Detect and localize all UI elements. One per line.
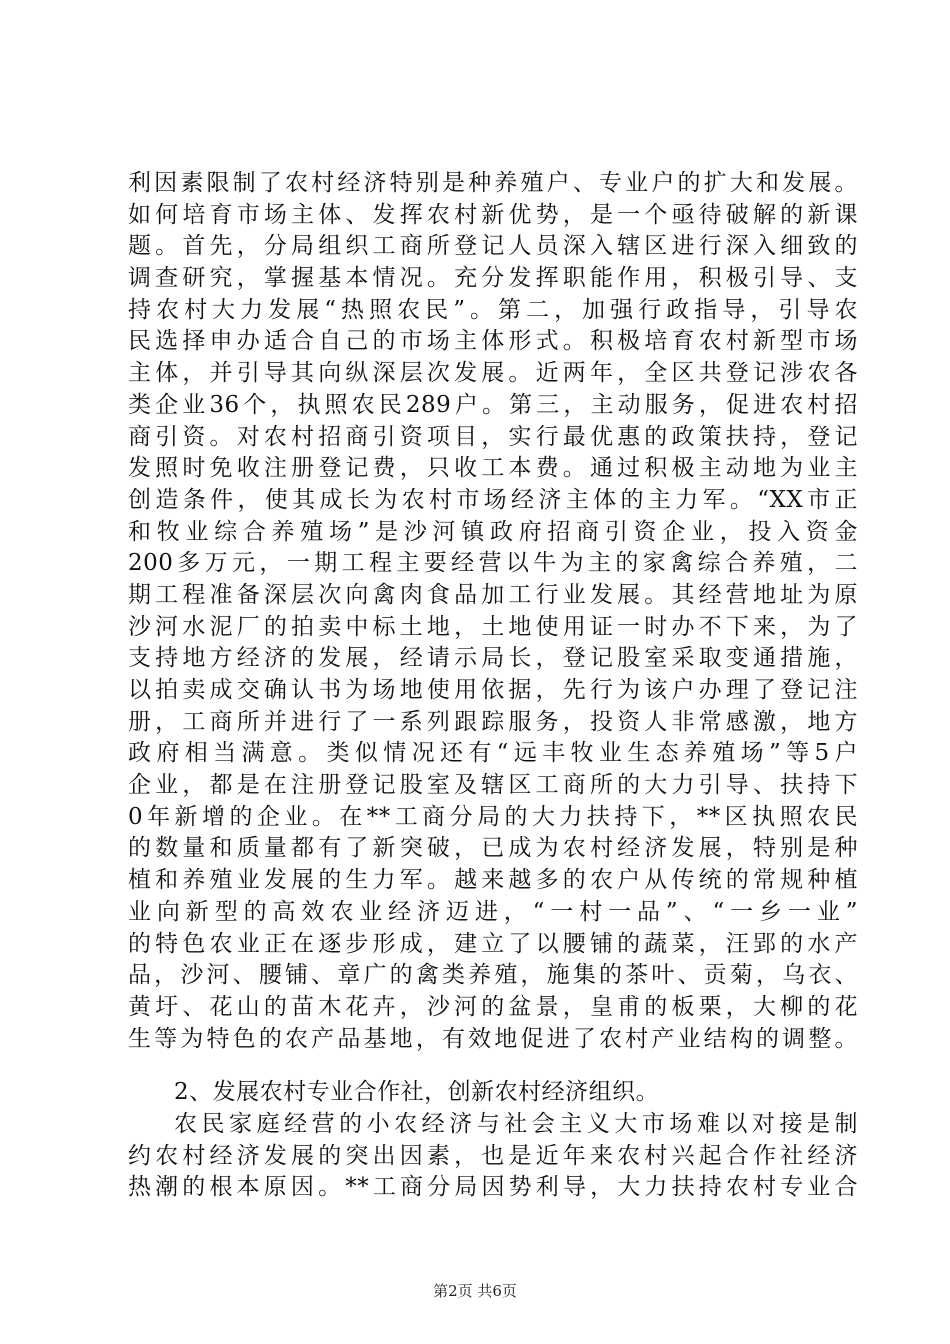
text-line: 生等为特色的农产品基地，有效地促进了农村产业结构的调整。 — [128, 1025, 858, 1052]
text-line: 册，工商所并进行了一系列跟踪服务，投资人非常感激，地方 — [128, 708, 858, 735]
paragraph-gap — [128, 1055, 858, 1077]
text-line: 沙河水泥厂的拍卖中标土地，土地使用证一时办不下来，为了 — [128, 613, 858, 640]
text-line: 利因素限制了农村经济特别是种养殖户、专业户的扩大和发展。 — [128, 170, 858, 196]
text-line: 创造条件，使其成长为农村市场经济主体的主力军。“XX市正 — [128, 486, 858, 513]
text-line: 政府相当满意。类似情况还有“远丰牧业生态养殖场”等5户 — [128, 740, 858, 767]
text-line: 以拍卖成交确认书为场地使用依据，先行为该户办理了登记注 — [128, 677, 858, 703]
text-line: 调查研究，掌握基本情况。充分发挥职能作用，积极引导、支 — [128, 265, 858, 292]
text-line: 期工程准备深层次向禽肉食品加工行业发展。其经营地址为原 — [128, 581, 858, 608]
text-line: 品，沙河、腰铺、章广的禽类养殖，施集的茶叶、贡菊，乌衣、 — [128, 962, 858, 989]
text-line: 企业，都是在注册登记股室及辖区工商所的大力引导、扶持下 — [128, 772, 858, 799]
text-line: 0年新增的企业。在**工商分局的大力扶持下，**区执照农民 — [128, 803, 858, 830]
text-line: 的特色农业正在逐步形成，建立了以腰铺的蔬菜，汪郢的水产 — [128, 930, 858, 957]
text-line: 植和养殖业发展的生力军。越来越多的农户从传统的常规种植 — [128, 867, 858, 894]
text-line: 主体，并引导其向纵深层次发展。近两年，全区共登记涉农各 — [128, 360, 858, 387]
paragraph-1 — [128, 168, 858, 1055]
text-line: 支持地方经济的发展，经请示局长，登记股室采取变通措施， — [128, 645, 858, 672]
text-line: 持农村大力发展“热照农民”。第二，加强行政指导，引导农 — [128, 296, 858, 323]
text-line: 的数量和质量都有了新突破，已成为农村经济发展，特别是种 — [128, 835, 858, 862]
text-line: 商引资。对农村招商引资项目，实行最优惠的政策扶持，登记 — [128, 423, 858, 450]
paragraph-2 — [128, 1109, 858, 1204]
text-line: 约农村经济发展的突出因素，也是近年来农村兴起合作社经济 — [128, 1142, 858, 1169]
text-line: 如何培育市场主体、发挥农村新优势，是一个亟待破解的新课 — [128, 201, 858, 228]
text-line: 题。首先，分局组织工商所登记人员深入辖区进行深入细致的 — [128, 233, 858, 260]
text-line: 黄圩、花山的苗木花卉，沙河的盆景，皇甫的板栗，大柳的花 — [128, 993, 858, 1020]
section-heading: 2、发展农村专业合作社，创新农村经济组织。 — [174, 1079, 660, 1106]
text-line: 农民家庭经营的小农经济与社会主义大市场难以对接是制 — [174, 1110, 858, 1137]
text-line: 民选择申办适合自己的市场主体形式。积极培育农村新型市场 — [128, 328, 858, 355]
text-line: 发照时免收注册登记费，只收工本费。通过积极主动地为业主 — [128, 455, 858, 482]
text-line: 热潮的根本原因。**工商分局因势利导，大力扶持农村专业合 — [128, 1174, 858, 1201]
text-line: 业向新型的高效农业经济迈进，“一村一品”、“一乡一业” — [128, 898, 858, 925]
document-body — [128, 168, 858, 1204]
page-number-label: 第2页 共6页 — [433, 1282, 517, 1300]
text-line: 和牧业综合养殖场”是沙河镇政府招商引资企业，投入资金 — [128, 518, 858, 545]
page-footer — [0, 1280, 950, 1301]
text-line: 200多万元，一期工程主要经营以牛为主的家禽综合养殖，二 — [128, 550, 858, 577]
text-line: 类企业36个，执照农民289户。第三，主动服务，促进农村招 — [128, 391, 858, 418]
